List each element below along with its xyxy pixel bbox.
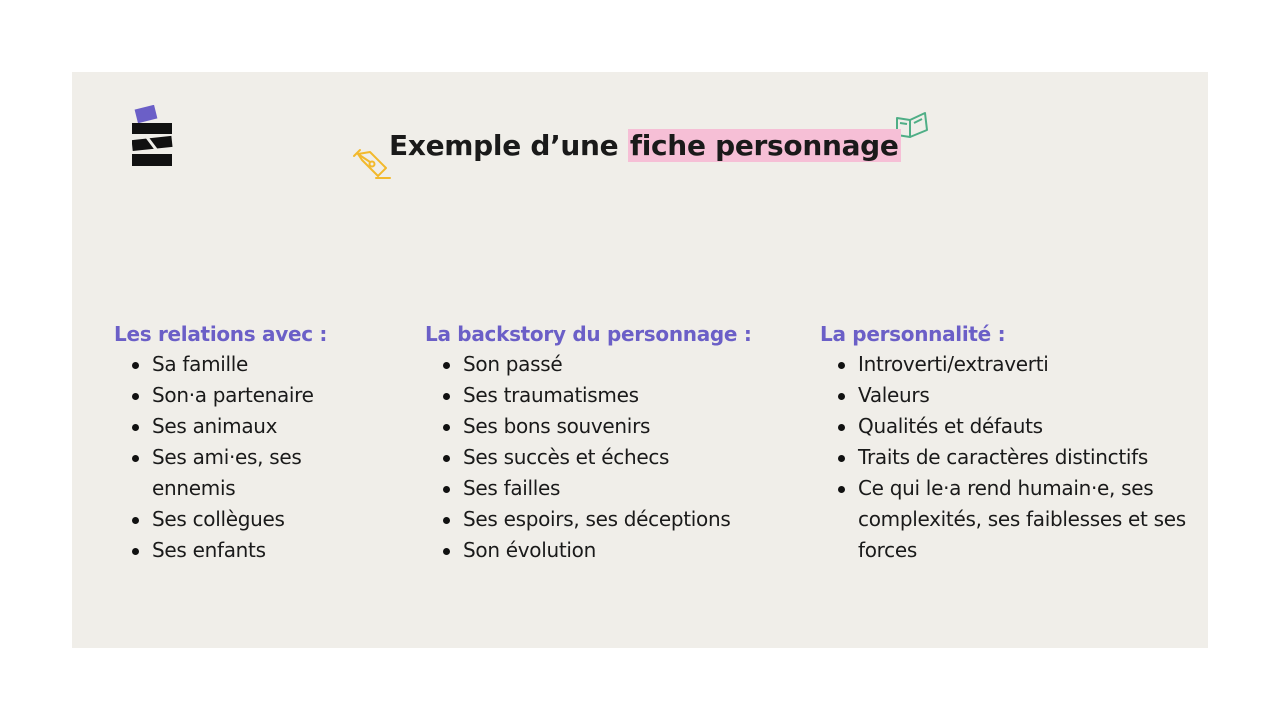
title-prefix: Exemple d’une [389, 129, 628, 162]
list-item: Son·a partenaire [152, 380, 342, 411]
fountain-pen-icon [352, 148, 392, 180]
list-item: Ses traumatismes [463, 380, 763, 411]
list-item: Qualités et défauts [858, 411, 1208, 442]
list-item: Sa famille [152, 349, 342, 380]
bullet-list [425, 349, 763, 566]
list-item: Ses ami·es, ses ennemis [152, 442, 342, 504]
column-heading: La backstory du personnage : [425, 322, 752, 346]
list-item: Ses animaux [152, 411, 342, 442]
list-item: Ses failles [463, 473, 763, 504]
list-item: Ses collègues [152, 504, 342, 535]
list-item: Ses succès et échecs [463, 442, 763, 473]
column-relations [114, 319, 342, 566]
slide [72, 72, 1208, 648]
stacked-books-logo-icon [132, 105, 174, 167]
list-item: Ses espoirs, ses déceptions [463, 504, 763, 535]
bullet-list [114, 349, 342, 566]
list-item: Son passé [463, 349, 763, 380]
page-title [389, 126, 901, 166]
column-personnalite [820, 319, 1208, 566]
column-heading: La personnalité : [820, 322, 1006, 346]
title-highlight: fiche personnage [629, 129, 899, 162]
list-item: Ce qui le·a rend humain·e, ses complexités, ses faiblesses et ses forces [858, 473, 1208, 566]
bullet-list [820, 349, 1208, 566]
list-item: Ses enfants [152, 535, 342, 566]
list-item: Ses bons souvenirs [463, 411, 763, 442]
list-item: Son évolution [463, 535, 763, 566]
list-item: Introverti/extraverti [858, 349, 1208, 380]
column-heading: Les relations avec : [114, 322, 328, 346]
list-item: Traits de caractères distinctifs [858, 442, 1208, 473]
column-backstory [425, 319, 763, 566]
list-item: Valeurs [858, 380, 1208, 411]
